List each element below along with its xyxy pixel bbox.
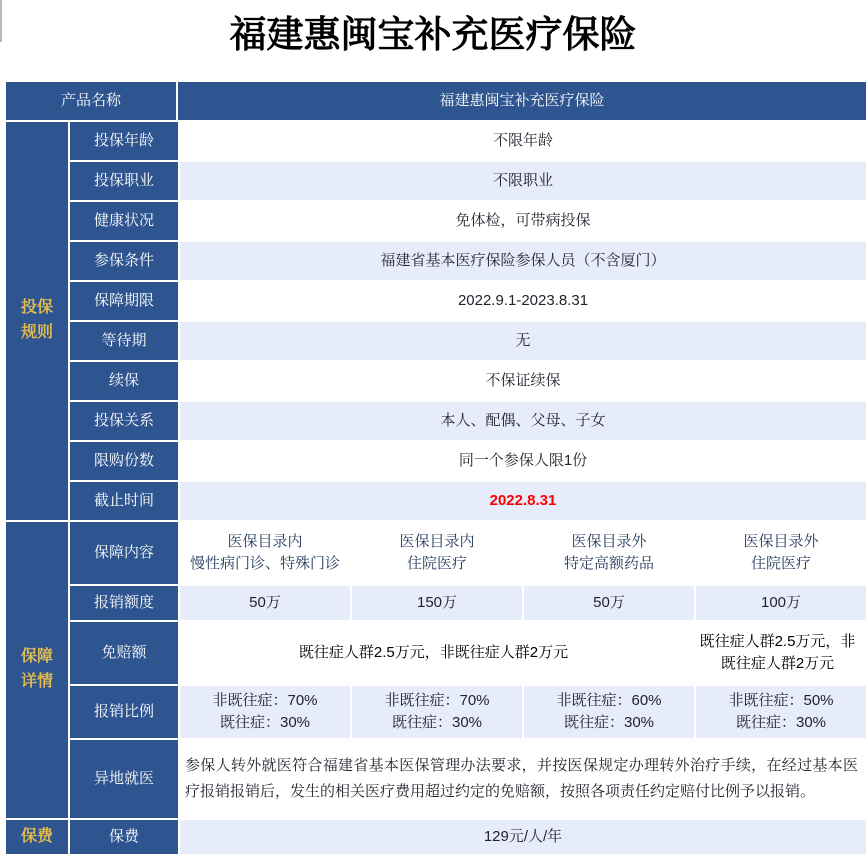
ratio-col-4 [696,686,866,738]
row-label: 免赔额 [70,622,178,684]
ratio-line: 非既往症：70% [212,692,318,710]
row-value: 不限年龄 [180,122,866,160]
coverage-line: 医保目录外 [571,533,647,551]
details-rows [70,522,866,818]
rules-rows [70,122,866,520]
row-label: 等待期 [70,322,178,360]
row-label: 投保关系 [70,402,178,440]
ratio-line: 既往症：30% [735,714,827,731]
coverage-col-4 [696,522,866,584]
row-value: 福建省基本医疗保险参保人员（不含厦门） [180,242,866,280]
limit-row [70,586,866,620]
rules-section [6,122,866,520]
limit-col-3: 50万 [524,586,694,620]
row-label: 报销额度 [70,586,178,620]
remote-care-row [70,740,866,818]
ratio-col-2 [352,686,522,738]
ratio-line: 非既往症：70% [384,692,490,710]
table-row [70,482,866,520]
row-label: 异地就医 [70,740,178,818]
ratio-line: 既往症：30% [219,714,311,731]
deductible-merged-value: 既往症人群2.5万元，非既往症人群2万元 [180,622,687,684]
coverage-col-3 [524,522,694,584]
deductible-row [70,622,866,684]
coverage-line: 特定高额药品 [563,555,654,572]
premium-value: 129元/人/年 [180,820,866,854]
product-name-label: 产品名称 [6,82,176,120]
coverage-line: 医保目录内 [399,533,475,551]
table-row [70,162,866,200]
coverage-line: 住院医疗 [750,555,811,572]
deductible-col-4-value: 既往症人群2.5万元，非既往症人群2万元 [689,622,866,684]
row-label: 限购份数 [70,442,178,480]
coverage-col-2 [352,522,522,584]
row-value: 本人、配偶、父母、子女 [180,402,866,440]
ratio-line: 既往症：30% [391,714,483,731]
table-row [70,322,866,360]
row-label: 截止时间 [70,482,178,520]
details-group-cell [6,522,68,818]
premium-label: 保费 [70,820,178,854]
insurance-info-table [6,82,866,854]
limit-col-1: 50万 [180,586,350,620]
table-row [70,362,866,400]
row-label: 保障期限 [70,282,178,320]
row-label: 保障内容 [70,522,178,584]
row-value: 无 [180,322,866,360]
left-edge-mark [0,0,2,42]
product-name-row [6,82,866,120]
coverage-line: 住院医疗 [406,555,467,572]
ratio-line: 非既往症：50% [728,692,834,710]
row-label: 参保条件 [70,242,178,280]
table-row [70,282,866,320]
row-label: 投保职业 [70,162,178,200]
row-label: 投保年龄 [70,122,178,160]
row-label: 健康状况 [70,202,178,240]
details-group-label: 保障详情 [21,648,54,690]
ratio-line: 非既往症：60% [556,692,662,710]
rules-group-label: 投保规则 [21,299,54,341]
ratio-line: 既往症：30% [563,714,655,731]
coverage-col-1 [180,522,350,584]
row-value: 2022.9.1-2023.8.31 [180,282,866,320]
table-row [70,402,866,440]
limit-col-4: 100万 [696,586,866,620]
table-row [70,202,866,240]
row-value: 不保证续保 [180,362,866,400]
coverage-line: 慢性病门诊、特殊门诊 [189,555,340,572]
table-row [70,122,866,160]
coverage-row [70,522,866,584]
deadline-value: 2022.8.31 [180,482,866,520]
rules-group-cell [6,122,68,520]
premium-group-cell [6,820,68,854]
row-label: 报销比例 [70,686,178,738]
premium-section [6,820,866,854]
page-title: 福建惠闽宝补充医疗保险 [229,14,637,55]
table-row [70,242,866,280]
row-value: 不限职业 [180,162,866,200]
coverage-line: 医保目录内 [227,533,303,551]
row-label: 续保 [70,362,178,400]
table-row [70,442,866,480]
product-name-value: 福建惠闽宝补充医疗保险 [178,82,866,120]
coverage-line: 医保目录外 [743,533,819,551]
ratio-row [70,686,866,738]
remote-care-text: 参保人转外就医符合福建省基本医保管理办法要求，并按医保规定办理转外治疗手续，在经过基本医疗报销报销后，发生的相关医疗费用超过约定的免赔额，按照各项责任约定赔付比例予以报销。 [180,740,866,818]
limit-col-2: 150万 [352,586,522,620]
ratio-col-3 [524,686,694,738]
ratio-col-1 [180,686,350,738]
row-value: 同一个参保人限1份 [180,442,866,480]
premium-group-label: 保费 [21,827,54,845]
details-section [6,522,866,818]
row-value: 免体检，可带病投保 [180,202,866,240]
